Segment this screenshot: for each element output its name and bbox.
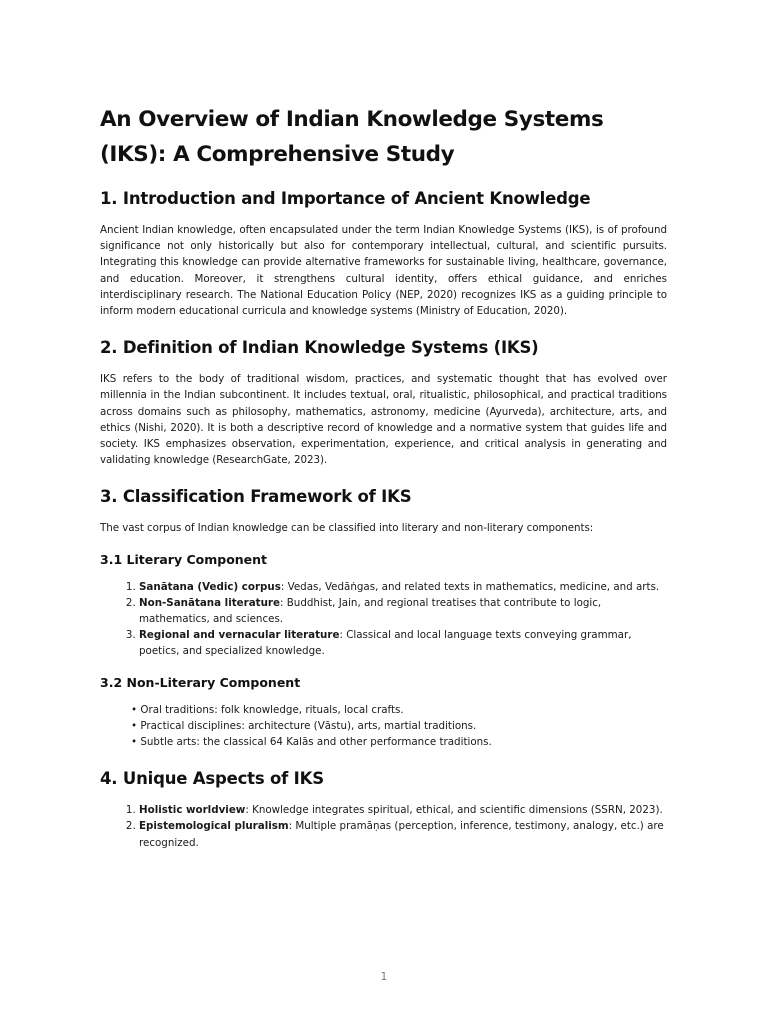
document-page	[100, 102, 667, 859]
list-item-text: : Multiple pramāṇas (perception, inference, testimony, analogy, etc.) are recognized.	[139, 820, 664, 849]
list-item	[139, 802, 667, 818]
section-heading-classification: 3. Classification Framework of IKS	[100, 487, 412, 507]
section-text-introduction: Ancient Indian knowledge, often encapsulated under the term Indian Knowledge Systems (IKS), is of profound significance not only historically but also for contemporary intellectual, cultural, and scientific pursuits. Integrating this knowledge can provide alternative frameworks for sustainable living, healthcare, governance, and education. Moreover, it strengthens cultural identity, offers ethical guidance, and enriches interdisciplinary research. The National Education Policy (NEP, 2020) recognizes IKS as a guiding principle to inform modern educational curricula and knowledge systems (Ministry of Education, 2020).	[100, 224, 667, 318]
section-heading-unique-aspects: 4. Unique Aspects of IKS	[100, 769, 324, 789]
list-item-term: Epistemological pluralism	[139, 820, 289, 833]
literary-component-list	[100, 579, 667, 660]
subsection-heading-literary: 3.1 Literary Component	[100, 551, 268, 567]
document-title: An Overview of Indian Knowledge Systems (IKS): A Comprehensive Study	[100, 107, 604, 167]
list-item	[139, 627, 667, 659]
list-item-term: Regional and vernacular literature	[139, 629, 340, 642]
list-item: • Oral traditions: folk knowledge, rituals, local crafts.	[131, 702, 667, 718]
section-text-definition: IKS refers to the body of traditional wisdom, practices, and systematic thought that has evolved over millennia in the Indian subcontinent. It includes textual, oral, ritualistic, philosophical, and practical traditions across domains such as philosophy, mathematics, astronomy, medicine (Ayurveda), architecture, arts, and ethics (Nishi, 2020). It is both a descriptive record of knowledge and a normative system that guides life and society. IKS emphasizes observation, experimentation, experience, and critical analysis in generating and validating knowledge (ResearchGate, 2023).	[100, 373, 667, 467]
section-heading-definition: 2. Definition of Indian Knowledge Systems (IKS)	[100, 338, 539, 358]
list-item	[139, 818, 667, 850]
list-item-text: : Buddhist, Jain, and regional treatises that contribute to logic, mathematics, and sciences.	[139, 596, 602, 626]
list-item: • Practical disciplines: architecture (Vāstu), arts, martial traditions.	[131, 718, 667, 734]
section-heading-introduction: 1. Introduction and Importance of Ancient Knowledge	[100, 189, 591, 208]
list-item-term: Holistic worldview	[139, 804, 246, 817]
page-number: 1	[380, 971, 388, 983]
list-item	[139, 595, 667, 627]
list-item-text: : Knowledge integrates spiritual, ethical, and scientific dimensions (SSRN, 2023).	[245, 804, 663, 817]
unique-aspects-list	[100, 802, 667, 851]
list-item: • Subtle arts: the classical 64 Kalās and other performance traditions.	[131, 734, 667, 750]
subsection-heading-nonliterary: 3.2 Non-Literary Component	[100, 674, 301, 690]
list-item-text: : Classical and local language texts conveying grammar, poetics, and specialized knowledge.	[139, 629, 632, 658]
list-item-text: : Vedas, Vedāṅgas, and related texts in mathematics, medicine, and arts.	[280, 580, 660, 593]
section-text-classification: The vast corpus of Indian knowledge can be classified into literary and non-literary components:	[100, 522, 594, 535]
list-item-term: Non-Sanātana literature	[139, 596, 280, 609]
list-item	[139, 579, 667, 595]
list-item-term: Sanātana (Vedic) corpus	[139, 580, 281, 593]
nonliterary-component-list	[100, 702, 667, 751]
